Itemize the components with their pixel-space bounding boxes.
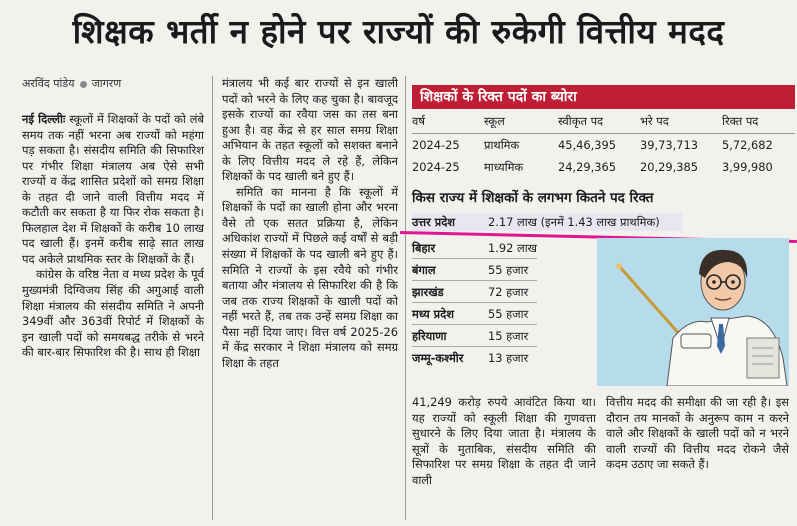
article-paragraph: वित्तीय मदद की समीक्षा की जा रही है। इस दौरान तय मानकों के अनुरूप काम न करने वाले और शिक्षकों के खाली पदों को न भरने वाली राज्यों की वित्तीय मदद रोकने जैसे कदम उठाए जा सकते हैं। bbox=[606, 395, 789, 472]
state-value: 72 हजार bbox=[488, 285, 529, 299]
article-column-3 bbox=[412, 395, 596, 520]
article-paragraph: 41,249 करोड़ रुपये आवंटित किया था। यह राज्यों को स्कूली शिक्षा की गुणवत्ता सुधारने के लिए दिया जाता है। मंत्रालय के सूत्रों के मुताबिक, संसदीय समिति की सिफारिश पर समग्र शिक्षा के तहत दी जाने वाली bbox=[412, 395, 596, 487]
state-name: उत्तर प्रदेश bbox=[412, 215, 456, 229]
table-row bbox=[412, 134, 795, 157]
column-divider bbox=[212, 76, 213, 520]
state-name: झारखंड bbox=[412, 285, 444, 299]
state-box-title: किस राज्य में शिक्षकों के लगभग कितने पद रिक्त bbox=[412, 190, 654, 206]
article-column-1 bbox=[22, 112, 204, 520]
state-row bbox=[412, 261, 528, 279]
table-header: भरे पद bbox=[640, 110, 722, 134]
table-cell: 45,46,395 bbox=[558, 138, 616, 152]
table-cell: माध्यमिक bbox=[484, 159, 524, 174]
state-name: मध्य प्रदेश bbox=[412, 307, 454, 321]
dateline: नई दिल्लीः bbox=[22, 112, 66, 126]
state-row bbox=[412, 305, 528, 323]
article-column-2 bbox=[222, 76, 398, 520]
state-value: 1.92 लाख bbox=[488, 241, 537, 255]
article-paragraph: कांग्रेस के वरिष्ठ नेता व मध्य प्रदेश के पूर्व मुख्यमंत्री दिग्विजय सिंह की अगुआई वाली शिक्षा मंत्रालय की संसदीय समिति ने अपनी 349वीं और 363वीं रिपोर्ट में शिक्षकों के इन खाली पदों को समयबद्ध तरीके से भरने की बार-बार सिफारिश की है। साथ ही शिक्षा bbox=[22, 267, 204, 360]
state-value: 15 हजार bbox=[488, 329, 529, 343]
state-value: 2.17 लाख (इनमें 1.43 लाख प्राथमिक) bbox=[488, 215, 660, 229]
table-header-row bbox=[412, 110, 795, 134]
state-row bbox=[412, 349, 528, 367]
vacancy-table bbox=[412, 110, 795, 178]
table-cell: प्राथमिक bbox=[484, 137, 520, 152]
row-divider bbox=[412, 346, 537, 347]
article-paragraph: समिति का मानना है कि स्कूलों में शिक्षकों के पदों का खाली होना और भरना वैसे तो एक सतत प्रक्रिया है, लेकिन अधिकांश राज्यों में पिछले कई वर्षों से बड़ी संख्या में शिक्षकों के पद खाली बने हुए हैं। समिति ने राज्यों के इस रवैये को गंभीर बताया और मंत्रालय से सिफारिश की है कि जब तक राज्य शिक्षकों के खाली पदों को नहीं भरते हैं, तब तक उन्हें समग्र शिक्षा का पैसा नहीं दिया जाए। वित्त वर्ष 2025-26 में केंद्र सरकार ने शिक्षा मंत्रालय को समग्र शिक्षा के तहत bbox=[222, 184, 398, 370]
state-name: हरियाणा bbox=[412, 329, 447, 343]
state-name: जम्मू-कश्मीर bbox=[412, 351, 464, 365]
table-cell: 5,72,682 bbox=[722, 138, 773, 152]
state-row bbox=[412, 239, 537, 257]
table-cell: 39,73,713 bbox=[640, 138, 698, 152]
column-divider bbox=[405, 76, 406, 520]
state-name: बंगाल bbox=[412, 263, 436, 277]
article-paragraph: मंत्रालय भी कई बार राज्यों से इन खाली पदों को भरने के लिए कह चुका है। बावजूद इसके राज्यों का रवैया जस का तस बना हुआ है। वह केंद्र से हर साल समग्र शिक्षा अभियान के तहत स्कूलों को सशक्त बनाने के लिए वित्तीय मदद ले रहे हैं, लेकिन शिक्षकों के पद खाली बने हुए हैं। bbox=[222, 76, 398, 184]
byline-dot-icon bbox=[80, 81, 87, 88]
table-cell: 24,29,365 bbox=[558, 160, 616, 174]
article-paragraph bbox=[22, 112, 204, 267]
table-header: स्कूल bbox=[484, 110, 558, 134]
byline-author: अरविंद पांडेय bbox=[22, 77, 75, 90]
row-divider bbox=[412, 280, 537, 281]
table-cell: 20,29,385 bbox=[640, 160, 698, 174]
state-value: 55 हजार bbox=[488, 263, 529, 277]
article-text: स्कूलों में शिक्षकों के पदों को लंबे समय तक नहीं भरना अब राज्यों को महंगा पड़ सकता है। संसदीय समिति की सिफारिश पर गंभीर शिक्षा मंत्रालय अब ऐसे सभी राज्यों व केंद्र शासित प्रदेशों को समग्र शिक्षा के तहत दी जाने वाली वित्तीय मदद में कटौती कर सकता है या फिर रोक सकता है। फिलहाल देश में शिक्षकों के करीब 10 लाख पद खाली हैं। इनमें करीब साढ़े सात लाख पद अकेले प्राथमिक स्तर के शिक्षकों के हैं। bbox=[22, 112, 204, 266]
table-header: स्वीकृत पद bbox=[558, 110, 640, 134]
row-divider bbox=[412, 302, 537, 303]
table-row bbox=[412, 156, 795, 178]
teacher-with-pointer-illustration-icon bbox=[597, 238, 789, 386]
row-divider bbox=[412, 258, 537, 259]
state-name: बिहार bbox=[412, 241, 436, 255]
state-row bbox=[412, 327, 528, 345]
table-header: रिक्त पद bbox=[722, 110, 795, 134]
byline-source: जागरण bbox=[91, 77, 122, 90]
table-cell: 2024-25 bbox=[412, 160, 460, 174]
state-row bbox=[412, 213, 660, 231]
vacancy-box-title: शिक्षकों के रिक्त पदों का ब्योरा bbox=[412, 85, 795, 109]
headline: शिक्षक भर्ती न होने पर राज्यों की रुकेगी वित्तीय मदद bbox=[72, 12, 725, 51]
table-cell: 3,99,980 bbox=[722, 160, 773, 174]
state-value: 55 हजार bbox=[488, 307, 529, 321]
table-header: वर्ष bbox=[412, 110, 484, 134]
row-divider bbox=[412, 324, 537, 325]
state-value: 13 हजार bbox=[488, 351, 529, 365]
state-row bbox=[412, 283, 528, 301]
byline bbox=[22, 76, 121, 91]
table-cell: 2024-25 bbox=[412, 138, 460, 152]
article-column-4 bbox=[606, 395, 789, 520]
